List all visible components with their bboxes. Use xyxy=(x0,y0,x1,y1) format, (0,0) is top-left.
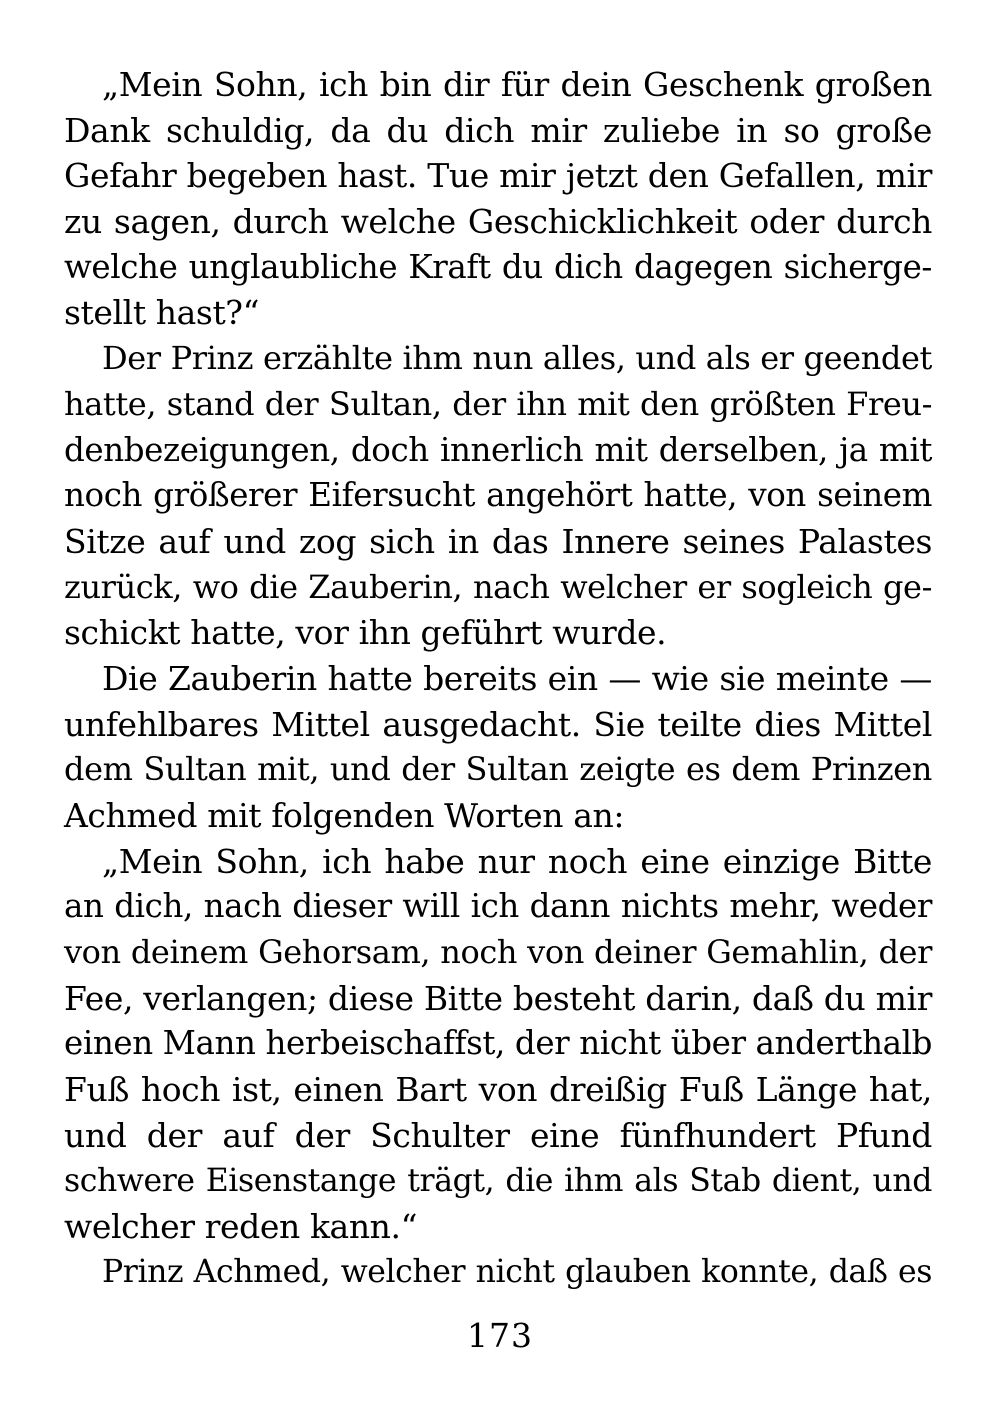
text-line: Der Prinz erzählte ihm nun alles, und als er geendet xyxy=(102,339,932,378)
text-line: „Mein Sohn, ich habe nur noch eine einzige Bitte xyxy=(102,841,932,881)
text-line: zurück, wo die Zauberin, nach welcher er sogleich ge- xyxy=(64,567,932,606)
body-text xyxy=(64,62,932,1296)
text-line: hatte, stand der Sultan, der ihn mit den größten Freu- xyxy=(64,384,932,423)
text-line: dem Sultan mit, und der Sultan zeigte es dem Prinzen xyxy=(64,750,932,789)
text-line: und der auf der Schulter eine fünfhundert Pfund xyxy=(64,1115,932,1155)
text-line: Die Zauberin hatte bereits ein — wie sie meinte — xyxy=(102,658,932,698)
text-line: zu sagen, durch welche Geschicklichkeit oder durch xyxy=(64,202,932,242)
text-line: noch größerer Eifersucht angehört hatte, von seinem xyxy=(64,476,932,515)
text-line: stellt hast?“ xyxy=(64,293,260,333)
text-line: Dank schuldig, da du dich mir zuliebe in so große xyxy=(64,110,932,150)
text-line: Prinz Achmed, welcher nicht glauben konnte, daß es xyxy=(102,1253,932,1290)
text-line: einen Mann herbeischaffst, der nicht über anderthalb xyxy=(64,1024,932,1063)
text-line: Fee, verlangen; diese Bitte besteht darin, daß du mir xyxy=(64,978,932,1018)
text-line: schwere Eisenstange trägt, die ihm als Stab dient, und xyxy=(64,1162,932,1199)
text-line: welche unglaubliche Kraft du dich dagegen sicherge- xyxy=(64,247,932,286)
text-line: Achmed mit folgenden Worten an: xyxy=(64,796,625,835)
text-line: unfehlbares Mittel ausgedacht. Sie teilte dies Mittel xyxy=(64,704,932,744)
text-line: Fuß hoch ist, einen Bart von dreißig Fuß Länge hat, xyxy=(64,1070,932,1110)
text-line: welcher reden kann.“ xyxy=(64,1207,418,1247)
text-line: von deinem Gehorsam, noch von deiner Gemahlin, der xyxy=(64,933,932,972)
page-number: 173 xyxy=(467,1316,533,1355)
text-line: Sitze auf und zog sich in das Innere seines Palastes xyxy=(64,521,932,561)
text-line: Gefahr begeben hast. Tue mir jetzt den Gefallen, mir xyxy=(64,156,932,196)
text-line: „Mein Sohn, ich bin dir für dein Geschenk großen xyxy=(102,65,932,104)
text-line: schickt hatte, vor ihn geführt wurde. xyxy=(64,613,667,653)
text-line: an dich, nach dieser will ich dann nichts mehr, weder xyxy=(64,887,932,926)
text-line: denbezeigungen, doch innerlich mit derselben, ja mit xyxy=(64,430,932,469)
